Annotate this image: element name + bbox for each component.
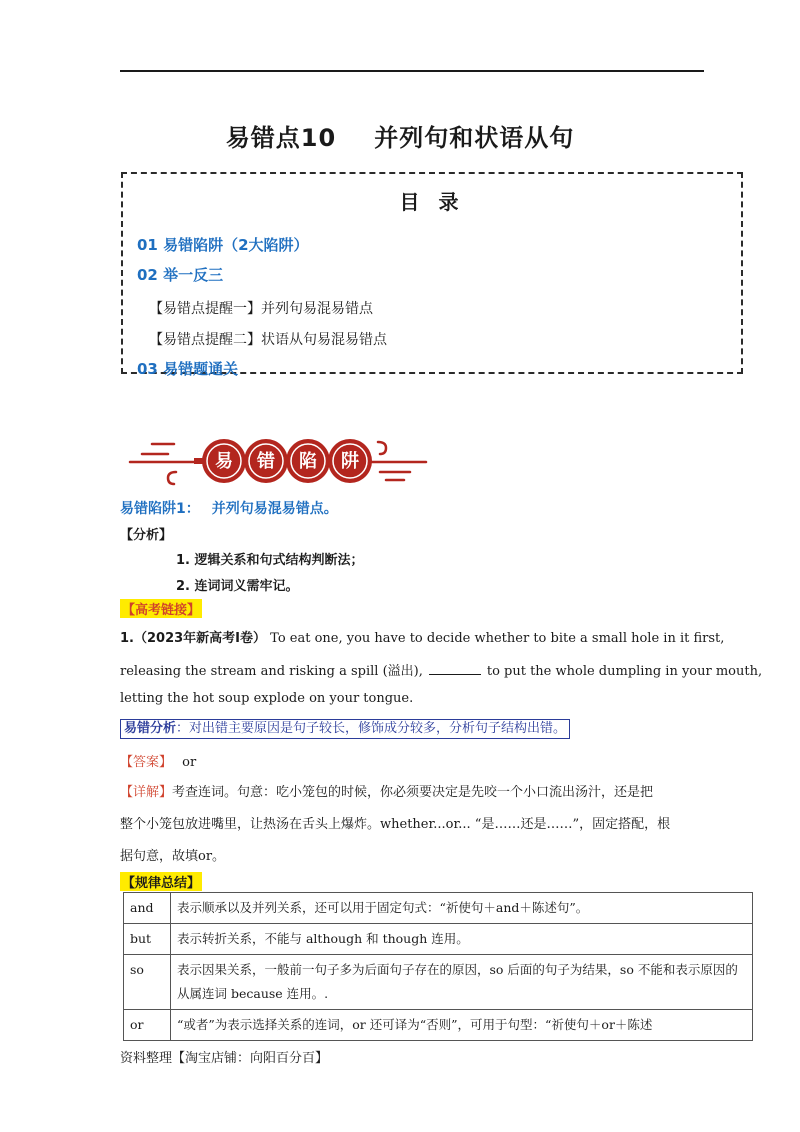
- detail-line-2: 整个小笼包放进嘴里，让热汤在舌头上爆炸。whether...or... “是……还是……”，固定搭配，根: [120, 817, 671, 832]
- toc-section-3[interactable]: 03 易错题通关: [137, 360, 239, 378]
- toc-section-2[interactable]: 02 举一反三: [137, 266, 224, 284]
- error-analysis-box: [120, 719, 570, 739]
- trap-banner: [128, 432, 428, 490]
- error-analysis-label: 易错分析: [124, 721, 177, 736]
- question-line-1: [120, 627, 724, 646]
- summary-tag: 【规律总结】: [120, 872, 202, 891]
- title-part-2: 并列句和状语从句: [374, 124, 575, 152]
- title-part-1: 易错点10: [225, 124, 337, 152]
- detail-line-1: [120, 781, 653, 800]
- toc-sub-1[interactable]: 【易错点提醒一】并列句易混易错点: [149, 301, 373, 317]
- question-text-1: To eat one, you have to decide whether to bite a small hole in it first,: [270, 631, 725, 646]
- detail-text-1: 考查连词。句意：吃小笼包的时候，你必须要决定是先咬一个小口流出汤汁，还是把: [172, 785, 654, 800]
- detail-line-3: 据句意，故填or。: [120, 849, 226, 864]
- rule-word: and: [124, 893, 171, 924]
- question-line-3: letting the hot soup explode on your tongue.: [120, 691, 414, 706]
- banner-char-4: 阱: [341, 451, 359, 472]
- answer-label: 【答案】: [120, 755, 173, 770]
- rule-word: but: [124, 924, 171, 955]
- document-title: [0, 118, 800, 153]
- rule-description: 表示因果关系，一般前一句子多为后面句子存在的原因，so 后面的句子为结果，so 不能和表示原因的从属连词 because 连用。.: [171, 955, 753, 1010]
- exam-link-tag: 【高考链接】: [120, 599, 202, 618]
- answer-value: or: [182, 755, 197, 770]
- detail-label: 【详解】: [120, 785, 173, 800]
- question-text-2b: to put the whole dumpling in your mouth,: [486, 664, 763, 679]
- question-line-2: [120, 660, 762, 679]
- table-row: [124, 924, 753, 955]
- table-of-contents: [121, 172, 743, 378]
- banner-char-2: 错: [257, 451, 275, 472]
- banner-char-3: 陷: [299, 451, 317, 472]
- answer-blank[interactable]: [429, 662, 481, 675]
- answer-line: [120, 751, 196, 770]
- question-text-2a: releasing the stream and risking a spill (溢出),: [120, 664, 423, 679]
- analysis-point-1: 1. 逻辑关系和句式结构判断法；: [176, 553, 364, 568]
- analysis-point-2: 2. 连词词义需牢记。: [176, 579, 299, 594]
- page-footer: 资料整理【淘宝店铺：向阳百分百】: [120, 1051, 329, 1066]
- table-row: [124, 893, 753, 924]
- table-row: [124, 1010, 753, 1041]
- trap-title: [120, 498, 338, 518]
- header-rule: [120, 70, 704, 72]
- error-analysis-text: ：对出错主要原因是句子较长，修饰成分较多，分析句子结构出错。: [176, 721, 567, 736]
- trap-label: 易错陷阱1：: [120, 501, 200, 517]
- toc-heading: 目 录: [399, 190, 465, 214]
- banner-char-1: 易: [215, 451, 233, 472]
- conjunction-rules-table: [123, 892, 753, 1041]
- toc-sub-2[interactable]: 【易错点提醒二】状语从句易混易错点: [149, 332, 387, 348]
- trap-text: 并列句易混易错点。: [211, 501, 338, 517]
- analysis-tag: 【分析】: [120, 528, 173, 543]
- toc-section-1[interactable]: 01 易错陷阱（2大陷阱）: [137, 236, 309, 254]
- rule-word: so: [124, 955, 171, 1010]
- rule-word: or: [124, 1010, 171, 1041]
- table-row: [124, 955, 753, 1010]
- rule-description: 表示顺承以及并列关系，还可以用于固定句式：“祈使句＋and＋陈述句”。: [171, 893, 753, 924]
- rule-description: “或者”为表示选择关系的连词，or 还可译为“否则”，可用于句型：“祈使句＋or＋陈述: [171, 1010, 753, 1041]
- question-source: 1.（2023年新高考I卷）: [120, 631, 267, 646]
- rule-description: 表示转折关系，不能与 although 和 though 连用。: [171, 924, 753, 955]
